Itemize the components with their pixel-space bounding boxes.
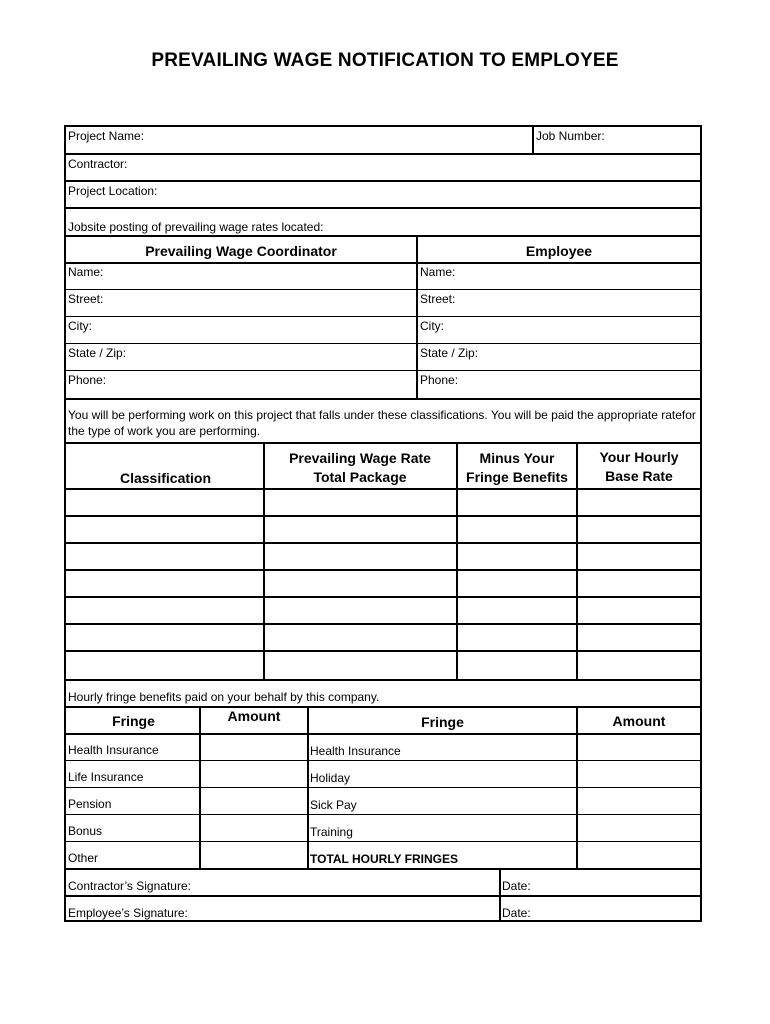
employee-name-label: Name: <box>420 265 456 279</box>
divider <box>66 814 700 815</box>
fringe-item-right: Sick Pay <box>310 798 357 812</box>
fringe-item-left: Health Insurance <box>68 743 159 757</box>
coordinator-street-label: Street: <box>68 292 104 306</box>
table-row <box>66 650 700 652</box>
coordinator-header: Prevailing Wage Coordinator <box>145 243 337 259</box>
employee-city-label: City: <box>420 319 444 333</box>
divider <box>66 679 700 681</box>
coordinator-phone-label: Phone: <box>68 373 107 387</box>
divider <box>499 868 501 920</box>
contractor-date-label: Date: <box>502 879 531 893</box>
fringe-item-left: Pension <box>68 797 112 811</box>
fringe-item-left: Bonus <box>68 824 103 838</box>
table-row <box>66 569 700 571</box>
divider <box>66 343 700 344</box>
coordinator-city-label: City: <box>68 319 92 333</box>
divider <box>66 841 700 842</box>
divider <box>263 442 265 681</box>
fringe-item-right: Health Insurance <box>310 744 401 758</box>
project-name-label: Project Name: <box>68 129 145 143</box>
minus-fringe-header: Minus Your Fringe Benefits <box>466 450 568 485</box>
fringe-header-left: Fringe <box>112 713 155 729</box>
divider <box>66 760 700 761</box>
employee-street-label: Street: <box>420 292 456 306</box>
divider <box>66 153 700 155</box>
employee-header: Employee <box>525 243 593 259</box>
amount-header-left: Amount <box>227 708 281 724</box>
page-title: PREVAILING WAGE NOTIFICATION TO EMPLOYEE <box>151 50 619 71</box>
divider <box>66 706 700 708</box>
fringe-item-left: Life Insurance <box>68 770 144 784</box>
divider <box>66 262 700 264</box>
divider <box>576 442 578 681</box>
divider <box>66 289 700 290</box>
notification-form <box>64 125 702 922</box>
classification-header: Classification <box>119 470 212 486</box>
classification-note: You will be performing work on this project that falls under these classifications. You will be paid the appropriate ratefor the type of work you are performing. <box>68 408 696 438</box>
table-row <box>66 623 700 625</box>
fringe-item-right: Holiday <box>310 771 351 785</box>
jobsite-posting-label: Jobsite posting of prevailing wage rates located: <box>68 220 324 234</box>
total-hourly-fringes-label: TOTAL HOURLY FRINGES <box>310 852 459 866</box>
project-location-label: Project Location: <box>68 184 158 198</box>
divider <box>66 895 700 897</box>
contractor-label: Contractor: <box>68 157 128 171</box>
prevailing-wage-header: Prevailing Wage Rate Total Package <box>289 450 431 485</box>
employee-date-label: Date: <box>502 906 531 920</box>
coordinator-state-zip-label: State / Zip: <box>68 346 127 360</box>
amount-header-right: Amount <box>612 713 666 729</box>
table-row <box>66 542 700 544</box>
hourly-base-rate-header: Your Hourly Base Rate <box>599 449 679 484</box>
divider <box>66 370 700 371</box>
divider <box>66 787 700 788</box>
employee-state-zip-label: State / Zip: <box>420 346 479 360</box>
divider <box>66 316 700 317</box>
table-row <box>66 515 700 517</box>
divider <box>66 207 700 209</box>
divider <box>66 442 700 444</box>
divider <box>66 180 700 182</box>
coordinator-name-label: Name: <box>68 265 104 279</box>
divider <box>532 127 534 154</box>
fringe-note: Hourly fringe benefits paid on your behalf by this company. <box>68 690 380 704</box>
divider <box>66 868 700 870</box>
divider <box>66 235 700 237</box>
job-number-label: Job Number: <box>536 129 605 143</box>
contractor-signature-label: Contractor’s Signature: <box>68 879 191 893</box>
employee-signature-label: Employee’s Signature: <box>68 906 188 920</box>
divider <box>66 733 700 735</box>
fringe-item-right: Training <box>310 825 353 839</box>
fringe-item-left: Other <box>68 851 99 865</box>
employee-phone-label: Phone: <box>420 373 459 387</box>
table-row <box>66 596 700 598</box>
divider <box>66 488 700 490</box>
fringe-header-right: Fringe <box>421 714 464 730</box>
divider <box>66 398 700 400</box>
